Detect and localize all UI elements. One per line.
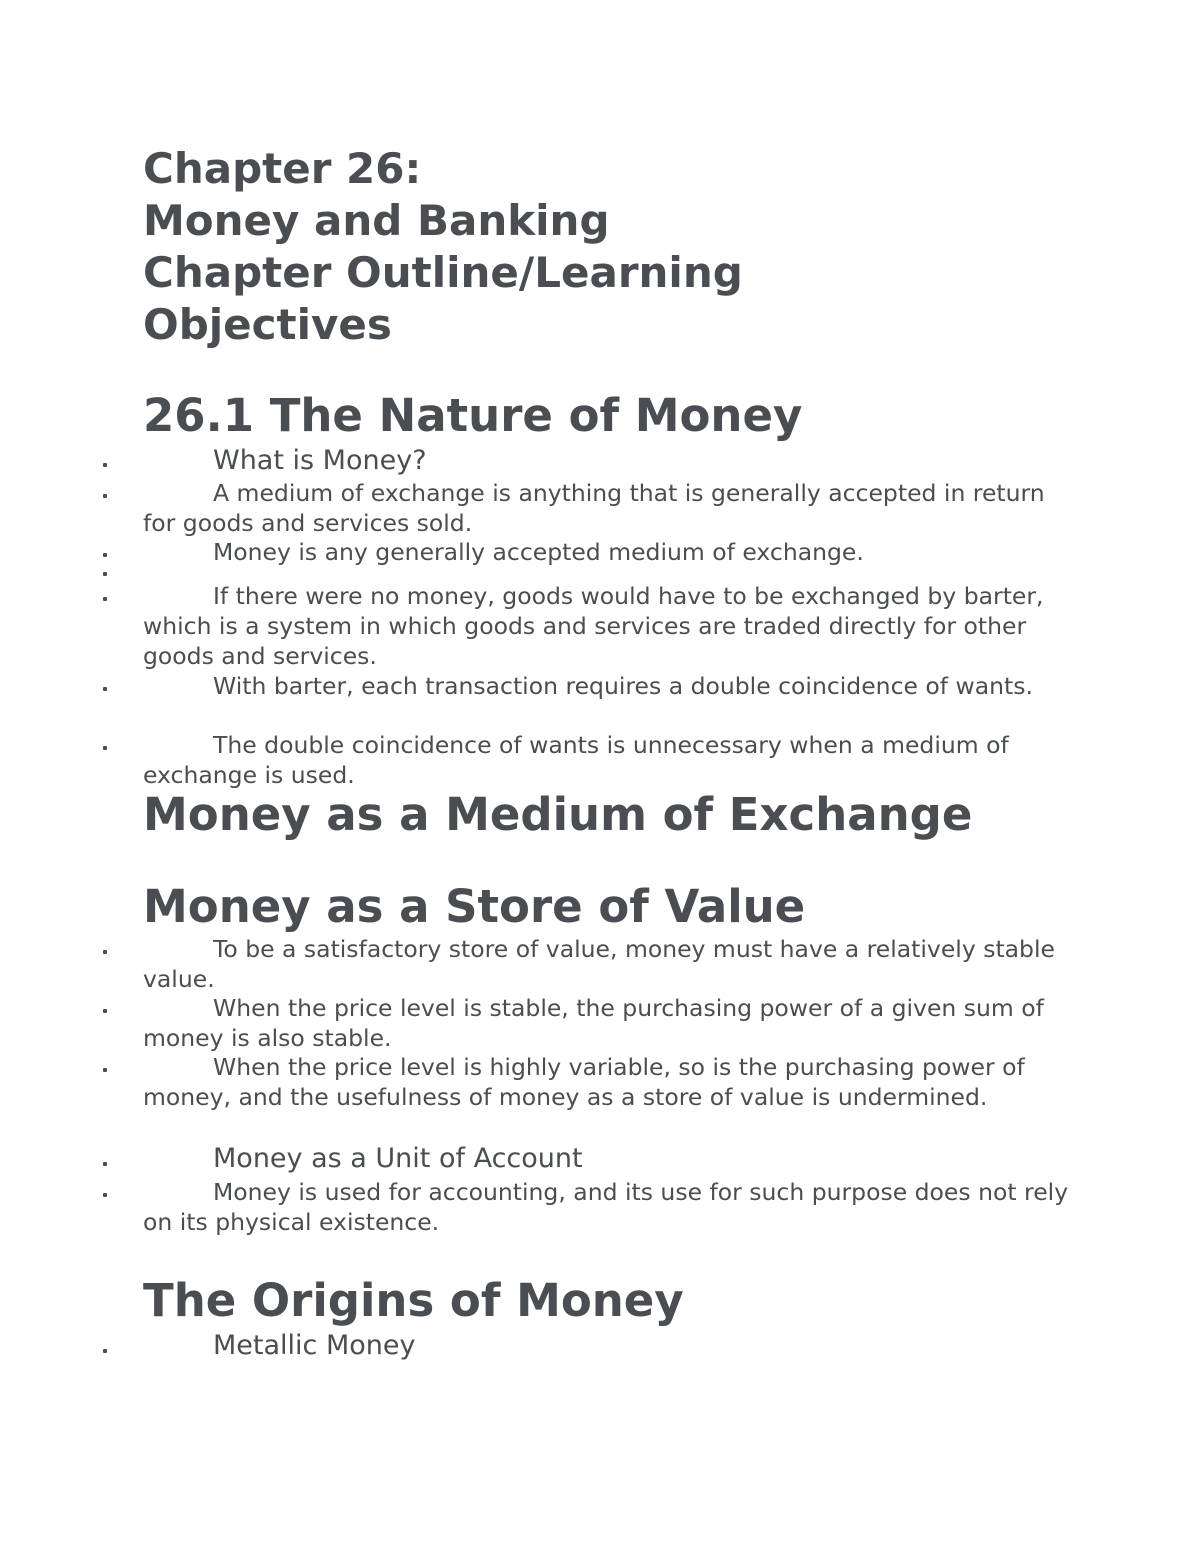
bullet-icon	[103, 1068, 107, 1072]
bullet-icon	[103, 1009, 107, 1013]
list-item: The double coincidence of wants is unnecessary when a medium of exchange is used.	[143, 731, 1009, 789]
title-line-2: Money and Banking	[143, 196, 610, 245]
bullet-icon	[103, 950, 107, 954]
list-item: What is Money?	[213, 445, 427, 476]
section-heading-medium-of-exchange: Money as a Medium of Exchange	[143, 788, 973, 841]
list-item: To be a satisfactory store of value, money must have a relatively stable value.	[143, 935, 1055, 993]
title-line-3: Chapter Outline/Learning	[143, 248, 743, 297]
bullet-icon	[103, 1349, 107, 1353]
list-item: Money as a Unit of Account	[213, 1143, 583, 1174]
list-item: Metallic Money	[213, 1330, 416, 1361]
list-item: Money is any generally accepted medium of exchange.	[213, 538, 864, 566]
list-item: If there were no money, goods would have to be exchanged by barter, which is a system in which goods and services are traded directly for other goods and services.	[143, 582, 1044, 670]
bullet-icon	[103, 553, 107, 557]
list-item: A medium of exchange is anything that is generally accepted in return for goods and services sold.	[143, 479, 1045, 537]
bullet-icon	[103, 1162, 107, 1166]
title-line-1: Chapter 26:	[143, 144, 422, 193]
bullet-icon	[103, 1193, 107, 1197]
bullet-icon	[103, 746, 107, 750]
list-item: With barter, each transaction requires a double coincidence of wants.	[213, 672, 1033, 700]
bullet-icon	[103, 597, 107, 601]
bullet-icon	[103, 494, 107, 498]
title-line-4: Objectives	[143, 300, 392, 349]
list-item: Money is used for accounting, and its use for such purpose does not rely on its physical existence.	[143, 1178, 1069, 1236]
bullet-icon	[103, 572, 107, 576]
list-item: When the price level is stable, the purchasing power of a given sum of money is also stable.	[143, 994, 1044, 1052]
bullet-icon	[103, 463, 107, 467]
section-heading-nature-of-money: 26.1 The Nature of Money	[143, 389, 803, 442]
section-heading-origins-of-money: The Origins of Money	[143, 1274, 684, 1327]
chapter-title	[143, 143, 743, 351]
bullet-icon	[103, 687, 107, 691]
list-item: When the price level is highly variable, so is the purchasing power of money, and the usefulness of money as a store of value is undermined.	[143, 1053, 1025, 1111]
section-heading-store-of-value: Money as a Store of Value	[143, 880, 806, 933]
